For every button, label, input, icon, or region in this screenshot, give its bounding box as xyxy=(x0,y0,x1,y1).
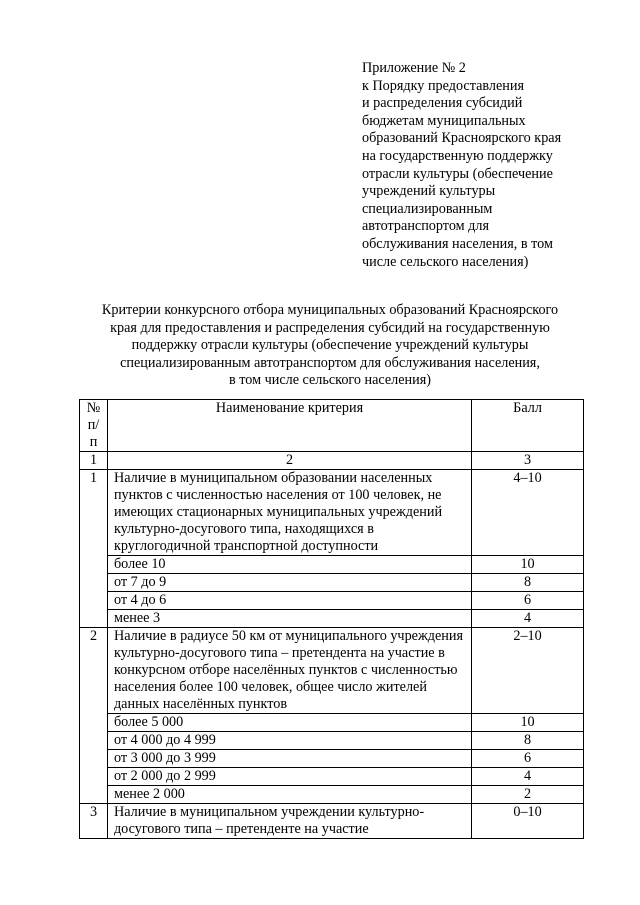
appendix-line: бюджетам муниципальных xyxy=(362,112,526,129)
subrow-score: 6 xyxy=(472,750,584,768)
subrow-label: более 10 xyxy=(107,556,471,574)
title-line: в том числе сельского населения) xyxy=(228,372,431,389)
appendix-line: на государственную поддержку xyxy=(362,147,553,164)
subrow-score: 10 xyxy=(472,556,584,574)
subrow-label: от 4 до 6 xyxy=(107,592,471,610)
criterion-name: Наличие в радиусе 50 км от муниципального учреждения культурно-досугового типа – претендента на участие в конкурсном отборе населённых пунктов с численностью населения более 100 человек, общее число жителей данных населённых пунктов xyxy=(107,628,471,714)
criterion-score: 2–10 xyxy=(472,628,584,714)
table-subrow xyxy=(80,610,584,628)
table-header-row xyxy=(80,400,584,452)
appendix-line: числе сельского населения) xyxy=(362,253,529,270)
table-row xyxy=(80,804,584,839)
subrow-score: 6 xyxy=(472,592,584,610)
title-line: Критерии конкурсного отбора муниципальных образований Красноярского xyxy=(101,302,559,318)
table-row xyxy=(80,470,584,556)
table-subrow xyxy=(80,768,584,786)
subrow-label: более 5 000 xyxy=(107,714,471,732)
table-row xyxy=(80,628,584,714)
appendix-block xyxy=(362,60,602,271)
table-subrow xyxy=(80,592,584,610)
index-score: 3 xyxy=(472,452,584,470)
appendix-line: специализированным xyxy=(362,200,493,217)
criterion-num: 1 xyxy=(80,470,108,628)
table-subrow xyxy=(80,714,584,732)
header-num: № п/п xyxy=(80,400,108,452)
criterion-name: Наличие в муниципальном образовании населенных пунктов с численностью населения от 100 человек, не имеющих стационарных муниципальных учреждений культурно-досугового типа, находящихся в круглогодичной транспортной доступности xyxy=(107,470,471,556)
subrow-label: от 2 000 до 2 999 xyxy=(107,768,471,786)
index-name: 2 xyxy=(107,452,471,470)
subrow-label: от 3 000 до 3 999 xyxy=(107,750,471,768)
appendix-line: отрасли культуры (обеспечение xyxy=(362,165,553,182)
index-num: 1 xyxy=(80,452,108,470)
subrow-score: 8 xyxy=(472,574,584,592)
appendix-line: Приложение № 2 xyxy=(362,60,466,76)
appendix-line: обслуживания населения, в том xyxy=(362,235,553,252)
table-subrow xyxy=(80,556,584,574)
appendix-line: к Порядку предоставления xyxy=(362,77,524,94)
table-subrow xyxy=(80,732,584,750)
document-title xyxy=(70,302,590,390)
title-line: края для предоставления и распределения субсидий на государственную xyxy=(110,319,550,336)
criterion-name: Наличие в муниципальном учреждении культурно-досугового типа – претенденте на участие xyxy=(107,804,471,839)
header-score: Балл xyxy=(472,400,584,452)
subrow-score: 8 xyxy=(472,732,584,750)
table-subrow xyxy=(80,574,584,592)
appendix-line: и распределения субсидий xyxy=(362,95,523,112)
table-index-row xyxy=(80,452,584,470)
table-subrow xyxy=(80,750,584,768)
subrow-label: от 4 000 до 4 999 xyxy=(107,732,471,750)
subrow-score: 2 xyxy=(472,786,584,804)
appendix-line: автотранспортом для xyxy=(362,218,489,235)
criteria-table xyxy=(79,399,584,839)
appendix-line: учреждений культуры xyxy=(362,183,496,200)
table-subrow xyxy=(80,786,584,804)
subrow-score: 4 xyxy=(472,610,584,628)
criterion-num: 2 xyxy=(80,628,108,804)
subrow-score: 4 xyxy=(472,768,584,786)
subrow-label: от 7 до 9 xyxy=(107,574,471,592)
criterion-score: 4–10 xyxy=(472,470,584,556)
subrow-label: менее 2 000 xyxy=(107,786,471,804)
title-line: поддержку отрасли культуры (обеспечение учреждений культуры xyxy=(131,337,529,354)
appendix-line: образований Красноярского края xyxy=(362,130,562,147)
header-name: Наименование критерия xyxy=(107,400,471,452)
criterion-num: 3 xyxy=(80,804,108,839)
subrow-label: менее 3 xyxy=(107,610,471,628)
subrow-score: 10 xyxy=(472,714,584,732)
criterion-score: 0–10 xyxy=(472,804,584,839)
title-line: специализированным автотранспортом для обслуживания населения, xyxy=(120,354,540,371)
